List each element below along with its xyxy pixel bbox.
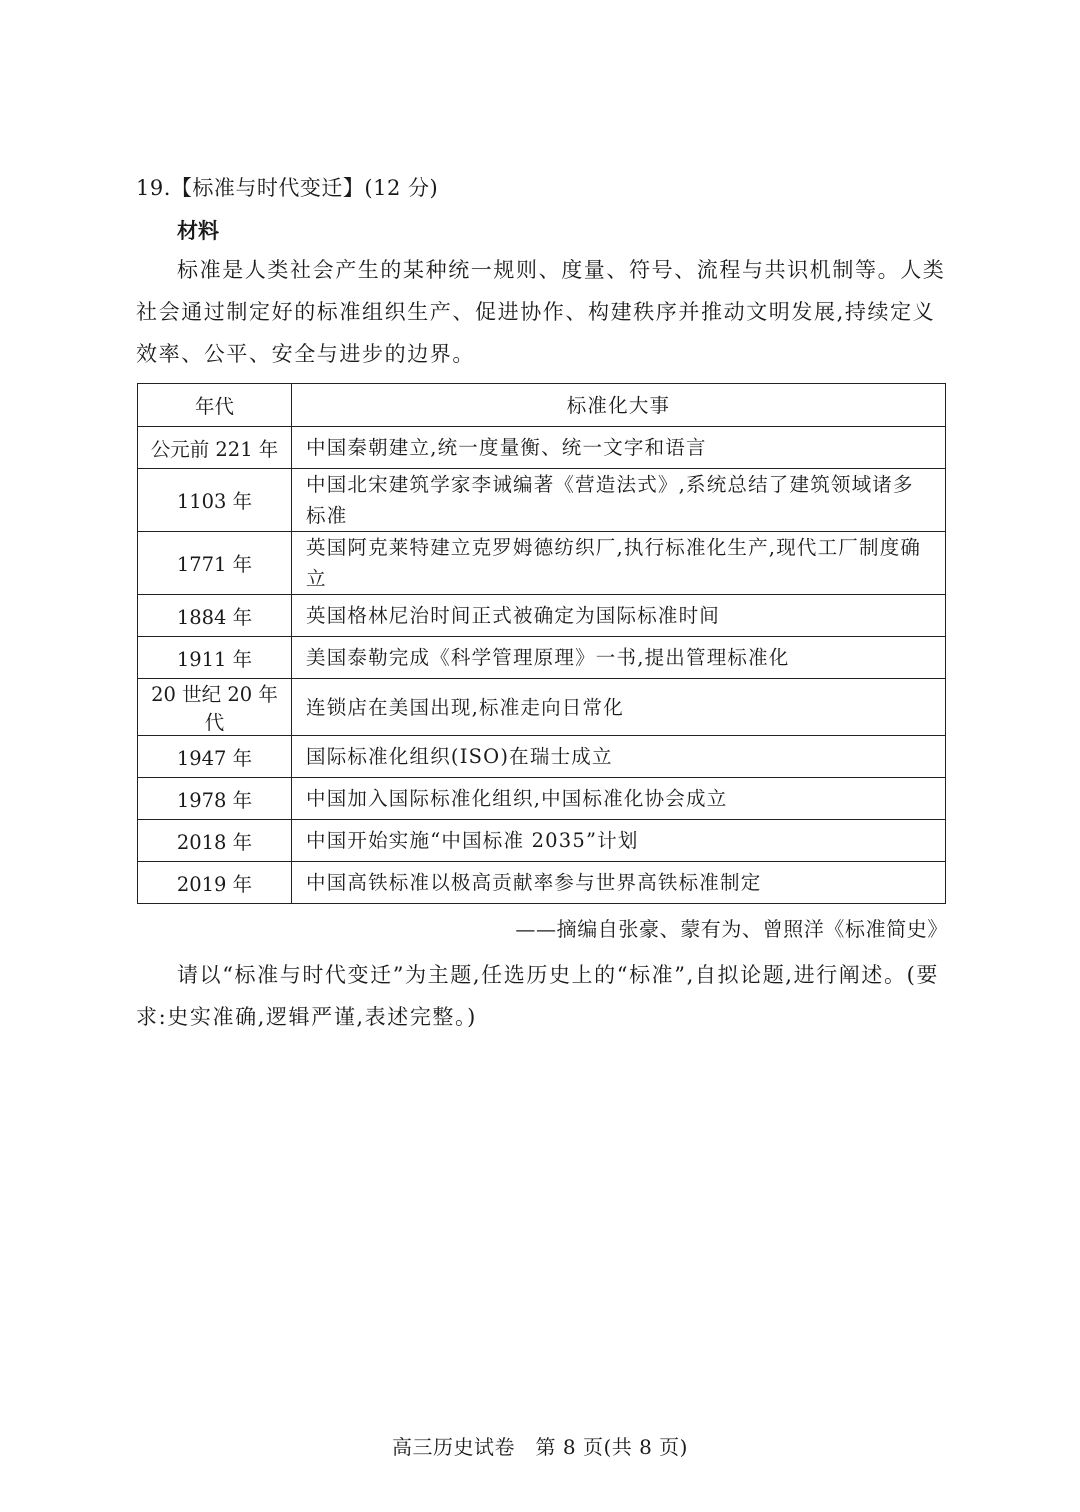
task-instruction: 请以“标准与时代变迁”为主题,任选历史上的“标准”,自拟论题,进行阐述。(要求:史实准确,逻辑严谨,表述完整。) xyxy=(136,963,939,1029)
row-event: 中国秦朝建立,统一度量衡、统一文字和语言 xyxy=(292,427,946,469)
question-title: 19.【标准与时代变迁】(12 分) xyxy=(136,176,439,200)
table-row xyxy=(138,820,946,862)
row-event: 中国北宋建筑学家李诫编著《营造法式》,系统总结了建筑领域诸多标准 xyxy=(292,469,946,532)
table-row xyxy=(138,532,946,595)
row-event: 美国泰勒完成《科学管理原理》一书,提出管理标准化 xyxy=(292,637,946,679)
table-row xyxy=(138,778,946,820)
header-event: 标准化大事 xyxy=(292,384,946,427)
row-event: 中国开始实施“中国标准 2035”计划 xyxy=(292,820,946,862)
table-row xyxy=(138,862,946,904)
header-year: 年代 xyxy=(138,384,292,427)
table-row xyxy=(138,469,946,532)
row-event: 中国加入国际标准化组织,中国标准化协会成立 xyxy=(292,778,946,820)
standards-timeline-table xyxy=(137,383,946,904)
row-year: 公元前 221 年 xyxy=(138,427,292,469)
table-row xyxy=(138,427,946,469)
row-year: 1103 年 xyxy=(138,469,292,532)
material-intro: 标准是人类社会产生的某种统一规则、度量、符号、流程与共识机制等。人类社会通过制定好的标准组织生产、促进协作、构建秩序并推动文明发展,持续定义效率、公平、安全与进步的边界。 xyxy=(136,258,946,366)
row-year: 1947 年 xyxy=(138,736,292,778)
row-year: 1911 年 xyxy=(138,637,292,679)
source-citation: ——摘编自张豪、蒙有为、曾照洋《标准简史》 xyxy=(515,917,948,941)
row-event: 英国格林尼治时间正式被确定为国际标准时间 xyxy=(292,595,946,637)
row-event: 英国阿克莱特建立克罗姆德纺织厂,执行标准化生产,现代工厂制度确立 xyxy=(292,532,946,595)
row-event: 中国高铁标准以极高贡献率参与世界高铁标准制定 xyxy=(292,862,946,904)
table-row xyxy=(138,637,946,679)
table-row xyxy=(138,595,946,637)
table-row xyxy=(138,679,946,736)
table-row xyxy=(138,736,946,778)
row-year: 1771 年 xyxy=(138,532,292,595)
table-header-row xyxy=(138,384,946,427)
row-year: 2018 年 xyxy=(138,820,292,862)
row-year: 20 世纪 20 年代 xyxy=(138,679,292,736)
page-footer: 高三历史试卷 第 8 页(共 8 页) xyxy=(392,1435,688,1459)
row-year: 1884 年 xyxy=(138,595,292,637)
row-event: 国际标准化组织(ISO)在瑞士成立 xyxy=(292,736,946,778)
row-year: 1978 年 xyxy=(138,778,292,820)
material-label: 材料 xyxy=(177,218,219,243)
row-year: 2019 年 xyxy=(138,862,292,904)
row-event: 连锁店在美国出现,标准走向日常化 xyxy=(292,679,946,736)
